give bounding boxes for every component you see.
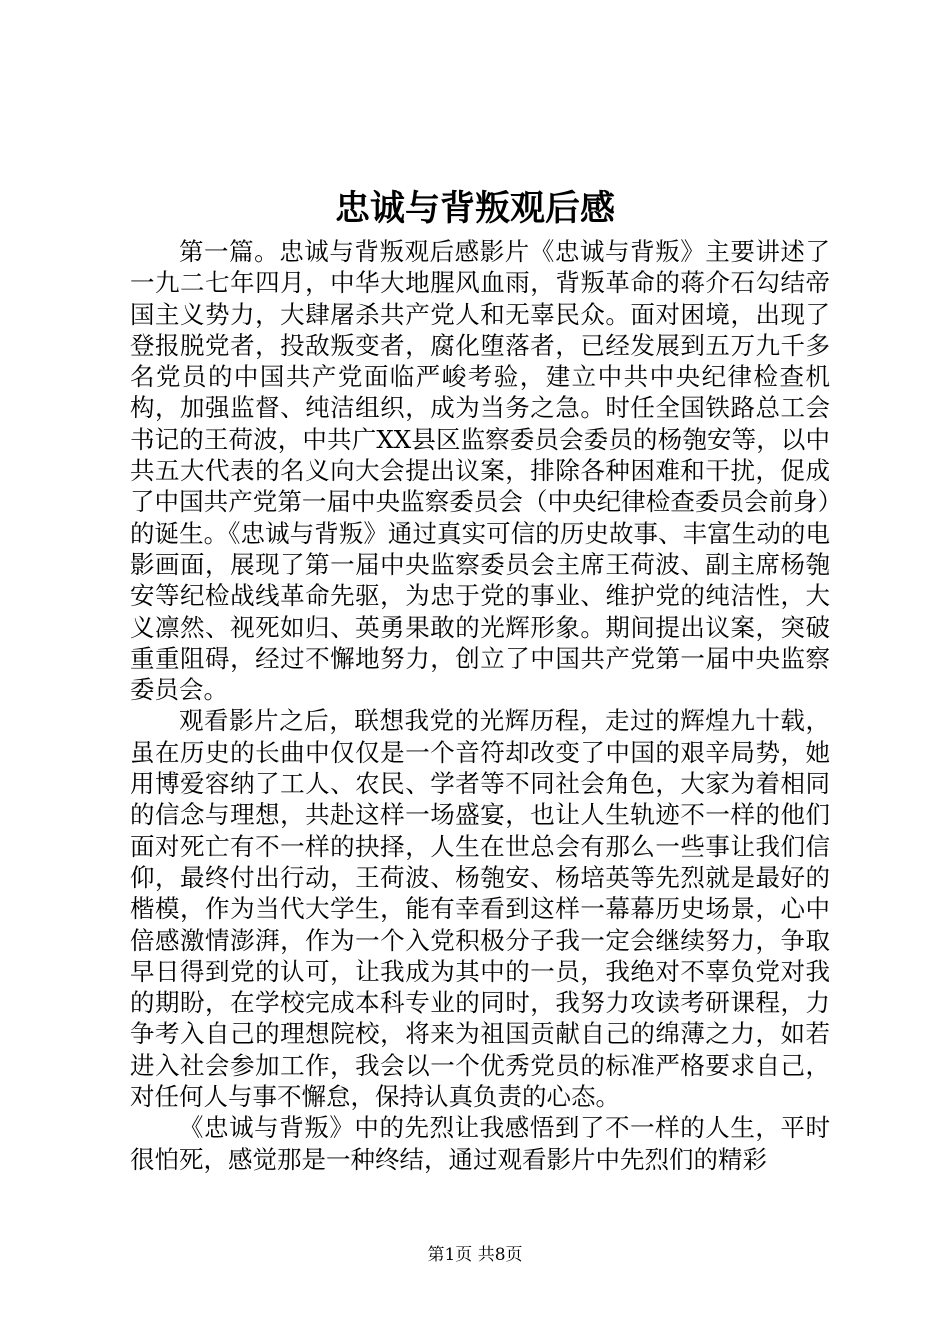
paragraph-3: 《忠诚与背叛》中的先烈让我感悟到了不一样的人生，平时很怕死，感觉那是一种终结，通过观看影片中先烈们的精彩 [130, 1113, 830, 1174]
paragraph-2: 观看影片之后，联想我党的光辉历程，走过的辉煌九十载，虽在历史的长曲中仅仅是一个音符却改变了中国的艰辛局势，她用博爱容纳了工人、农民、学者等不同社会角色，大家为着相同的信念与理想，共赴这样一场盛宴，也让人生轨迹不一样的他们面对死亡有不一样的抉择，人生在世总会有那么一些事让我们信仰，最终付出行动，王荷波、杨匏安、杨培英等先烈就是最好的楷模，作为当代大学生，能有幸看到这样一幕幕历史场景，心中倍感激情澎湃，作为一个入党积极分子我一定会继续努力，争取早日得到党的认可，让我成为其中的一员，我绝对不辜负党对我的期盼，在学校完成本科专业的同时，我努力攻读考研课程，力争考入自己的理想院校，将来为祖国贡献自己的绵薄之力，如若进入社会参加工作，我会以一个优秀党员的标准严格要求自己，对任何人与事不懈怠，保持认真负责的心态。 [130, 706, 830, 1112]
paragraph-1: 第一篇。忠诚与背叛观后感影片《忠诚与背叛》主要讲述了一九二七年四月，中华大地腥风血雨，背叛革命的蒋介石勾结帝国主义势力，大肆屠杀共产党人和无辜民众。面对困境，出现了登报脱党者，投敌叛变者，腐化堕落者，已经发展到五万九千多名党员的中国共产党面临严峻考验，建立中共中央纪律检查机构，加强监督、纯洁组织，成为当务之急。时任全国铁路总工会书记的王荷波，中共广XX县区监察委员会委员的杨匏安等，以中共五大代表的名义向大会提出议案，排除各种困难和干扰，促成了中国共产党第一届中央监察委员会（中央纪律检查委员会前身）的诞生。《忠诚与背叛》通过真实可信的历史故事、丰富生动的电影画面，展现了第一届中央监察委员会主席王荷波、副主席杨匏安等纪检战线革命先驱，为忠于党的事业、维护党的纯洁性，大义凛然、视死如归、英勇果敢的光辉形象。期间提出议案，突破重重阻碍，经过不懈地努力，创立了中国共产党第一届中央监察委员会。 [130, 237, 830, 705]
document-title: 忠诚与背叛观后感 [334, 188, 615, 229]
document-body [130, 236, 830, 1175]
page-footer: 第1页 共8页 [427, 1245, 523, 1265]
